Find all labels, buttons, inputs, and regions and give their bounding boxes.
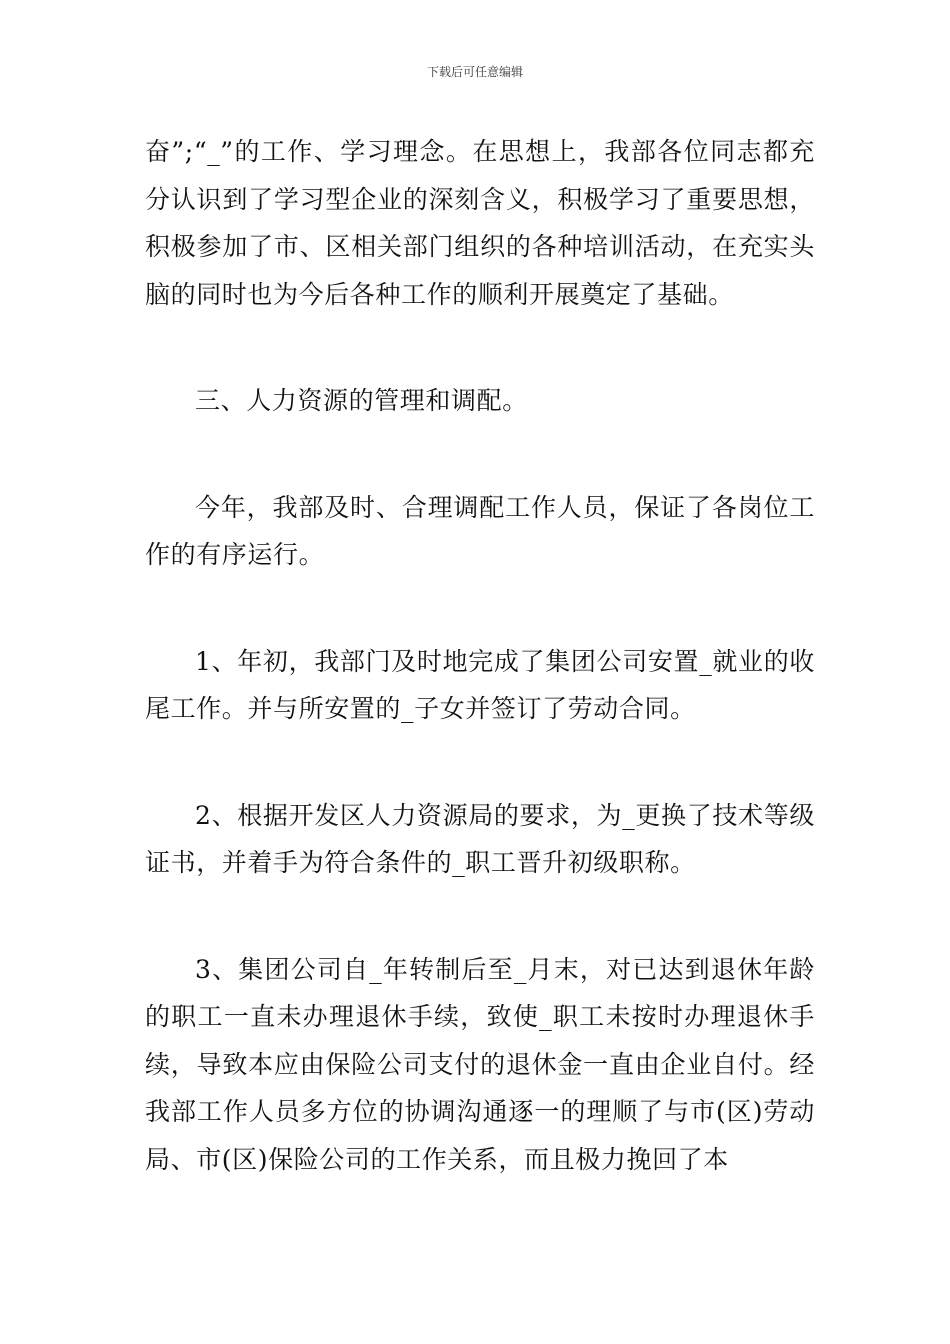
paragraph-learning-philosophy: 奋”;“_”的工作、学习理念。在思想上，我部各位同志都充分认识到了学习型企业的深刻含义，积极学习了重要思想，积极参加了市、区相关部门组织的各种培训活动，在充实头脑的同时也为今后各种工作的顺利开展奠定了基础。 — [145, 137, 815, 309]
list-item-1: 1、年初，我部门及时地完成了集团公司安置_就业的收尾工作。并与所安置的_子女并签订了劳动合同。 — [145, 646, 815, 723]
list-item-2: 2、根据开发区人力资源局的要求，为_更换了技术等级证书，并着手为符合条件的_职工晋升初级职称。 — [145, 800, 815, 877]
page-header: 下载后可任意编辑 — [426, 65, 523, 79]
document-body — [145, 128, 815, 1183]
paragraph-staff-allocation: 今年，我部及时、合理调配工作人员，保证了各岗位工作的有序运行。 — [145, 492, 815, 569]
section-heading-hr-management: 三、人力资源的管理和调配。 — [195, 386, 528, 415]
list-item-3: 3、集团公司自_年转制后至_月末，对已达到退休年龄的职工一直未办理退休手续，致使_职工未按时办理退休手续，导致本应由保险公司支付的退休金一直由企业自付。经我部工作人员多方位的协调沟通逐一的理顺了与市(区)劳动局、市(区)保险公司的工作关系，而且极力挽回了本 — [145, 954, 815, 1174]
